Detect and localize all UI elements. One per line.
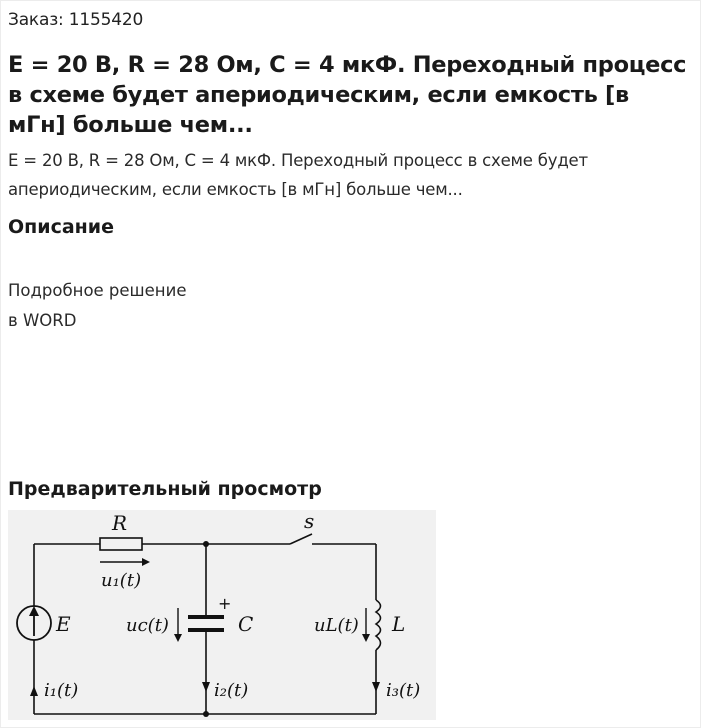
circuit-preview [8,510,436,720]
ul-label: uL(t) [314,615,359,636]
switch-label: s [304,510,315,533]
circuit-diagram [8,510,436,720]
inductor-symbol [376,600,381,650]
description-line-2: в WORD [8,311,77,330]
i2-label: i₂(t) [214,680,249,701]
page-title: E = 20 В, R = 28 Ом, C = 4 мкФ. Переходный процесс в схеме будет апериодическим, если емкость [в мГн] больше чем... [8,52,687,138]
i3-label: i₃(t) [386,680,421,701]
description-heading: Описание [8,216,115,238]
capacitor-plus: + [218,594,232,613]
resistor-symbol [100,538,142,550]
source-label: E [56,612,71,636]
description-line-1: Подробное решение [8,281,187,300]
resistor-label: R [112,511,128,535]
junction-top [203,541,209,547]
uc-label: uc(t) [126,615,169,636]
u1-label: u₁(t) [101,570,142,591]
junction-bottom [203,711,209,717]
order-number: Заказ: 1155420 [8,10,144,30]
switch-blade [290,534,312,544]
inductor-label: L [392,612,406,636]
capacitor-label: C [238,612,254,636]
i1-label: i₁(t) [44,680,79,701]
preview-heading: Предварительный просмотр [8,478,322,500]
problem-text: E = 20 В, R = 28 Ом, C = 4 мкФ. Переходный процесс в схеме будет апериодическим, если емкость [в мГн] больше чем... [8,151,588,199]
